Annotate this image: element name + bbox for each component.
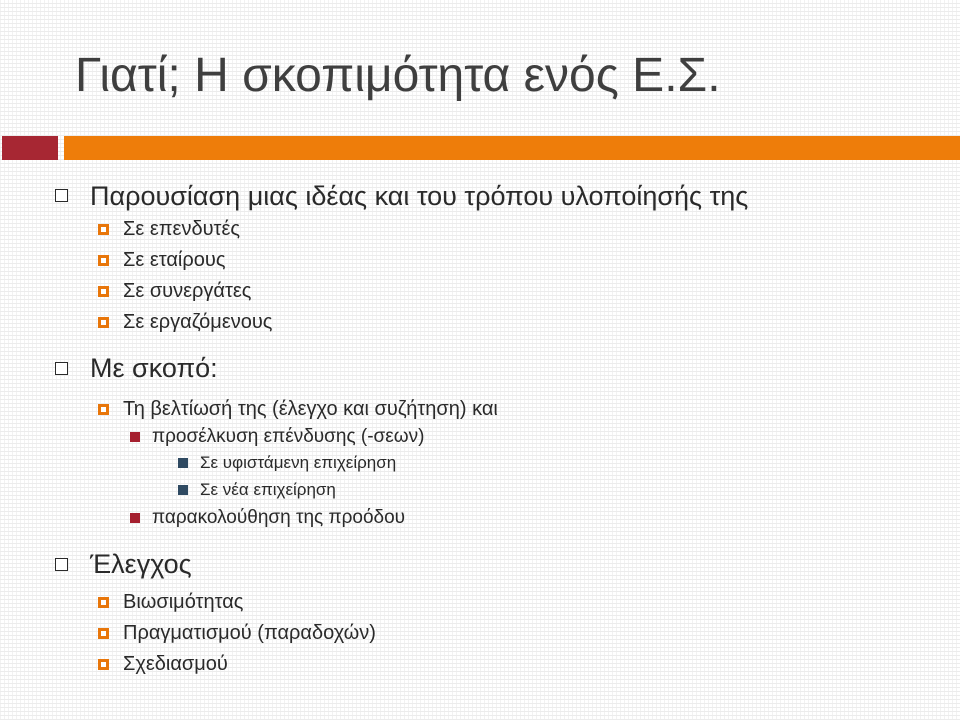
square-bullet-icon	[178, 485, 188, 495]
square-bullet-icon	[98, 317, 109, 328]
bullet-item: Παρουσίαση μιας ιδέας και του τρόπου υλοποίησής της	[90, 180, 749, 211]
square-bullet-icon	[130, 432, 140, 442]
sub-sub-bullet-item: προσέλκυση επένδυσης (-σεων)	[152, 426, 425, 447]
square-bullet-icon	[98, 659, 109, 670]
level4-bullet-item: Σε νέα επιχείρηση	[200, 480, 336, 499]
level4-bullet-item: Σε υφιστάμενη επιχείρηση	[200, 453, 397, 472]
sub-bullet-item: Βιωσιμότητας	[123, 590, 244, 613]
hollow-square-bullet-icon	[55, 362, 68, 375]
square-bullet-icon	[98, 597, 109, 608]
sub-sub-bullet-item: παρακολούθηση της προόδου	[152, 507, 406, 528]
square-bullet-icon	[130, 513, 140, 523]
sub-bullet-item: Σε εργαζόμενους	[123, 310, 273, 333]
bullet-item: Με σκοπό:	[90, 352, 218, 383]
sub-bullet-item: Σχεδιασμού	[123, 652, 228, 675]
square-bullet-icon	[178, 458, 188, 468]
hollow-square-bullet-icon	[55, 558, 68, 571]
square-bullet-icon	[98, 628, 109, 639]
sub-bullet-item: Σε εταίρους	[123, 248, 226, 271]
square-bullet-icon	[98, 286, 109, 297]
slide-title: Γιατί; Η σκοπιμότητα ενός Ε.Σ.	[75, 49, 721, 102]
bullet-item: Έλεγχος	[90, 548, 192, 579]
square-bullet-icon	[98, 255, 109, 266]
sub-bullet-item: Σε συνεργάτες	[123, 279, 252, 302]
square-bullet-icon	[98, 404, 109, 415]
sub-bullet-item: Τη βελτίωσή της (έλεγχο και συζήτηση) και	[123, 397, 498, 420]
sub-bullet-item: Σε επενδυτές	[123, 217, 240, 240]
square-bullet-icon	[98, 224, 109, 235]
sub-bullet-item: Πραγματισμού (παραδοχών)	[123, 621, 376, 644]
hollow-square-bullet-icon	[55, 189, 68, 202]
